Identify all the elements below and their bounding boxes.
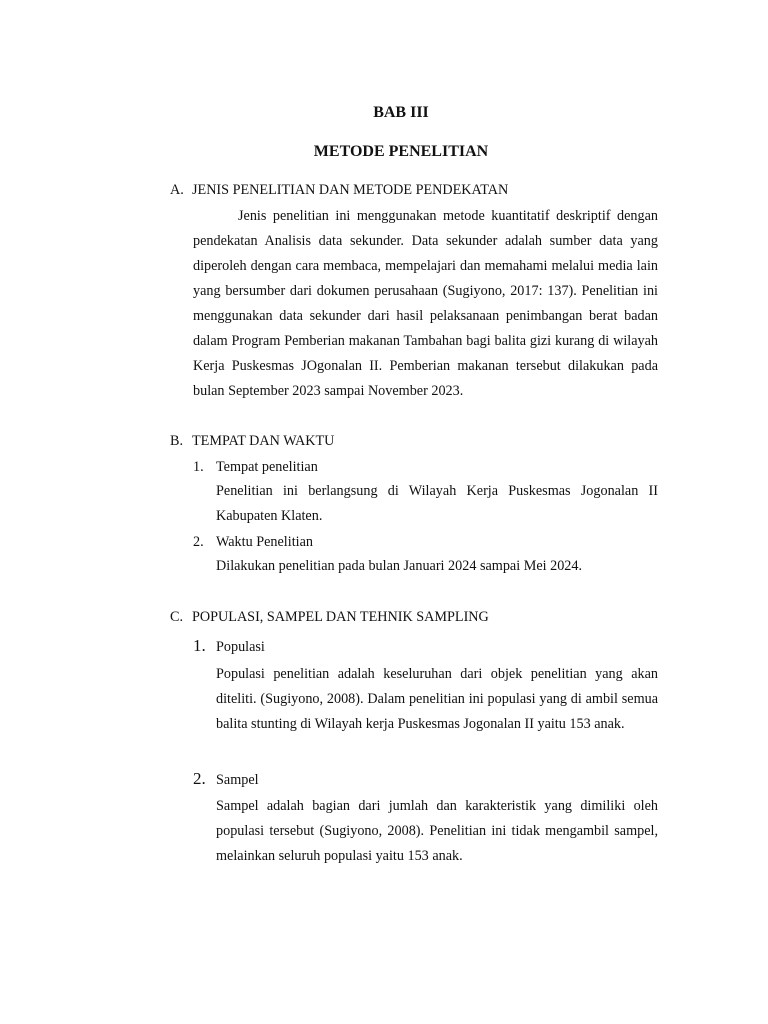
list-item-label: Waktu Penelitian bbox=[216, 534, 313, 550]
list-item-label: Tempat penelitian bbox=[216, 459, 318, 475]
section-b-heading bbox=[170, 433, 660, 450]
list-number: 1. bbox=[193, 459, 204, 475]
list-number: 2. bbox=[193, 534, 204, 550]
list-item-sampel bbox=[193, 769, 658, 789]
list-number: 2. bbox=[193, 769, 206, 788]
section-marker: A. bbox=[170, 182, 184, 198]
chapter-heading: BAB III bbox=[373, 104, 429, 121]
section-heading-text: POPULASI, SAMPEL DAN TEHNIK SAMPLING bbox=[192, 609, 489, 625]
section-marker: C. bbox=[170, 609, 184, 625]
section-a-heading bbox=[170, 182, 660, 199]
section-a-paragraph: Jenis penelitian ini menggunakan metode kuantitatif deskriptif dengan pendekatan Analisis data sekunder. Data sekunder adalah sumber data yang diperoleh dengan cara membaca, mempelajari dan memahami melalui media lain yang bersumber dari dokumen perusahaan (Sugiyono, 2017: 137). Penelitian ini menggunakan data sekunder dari hasil pelaksanaan penimbangan berat badan dalam Program Pemberian makanan Tambahan bagi balita gizi kurang di wilayah Kerja Puskesmas JOgonalan II. Pemberian makanan tersebut dilakukan pada bulan September 2023 sampai November 2023. bbox=[193, 208, 658, 399]
list-item-text: Sampel adalah bagian dari jumlah dan karakteristik yang dimiliki oleh populasi tersebut (Sugiyono, 2008). Penelitian ini tidak mengambil sampel, melainkan seluruh populasi yaitu 153 anak. bbox=[216, 798, 658, 864]
list-item-label: Populasi bbox=[216, 639, 265, 655]
section-heading-text: JENIS PENELITIAN DAN METODE PENDEKATAN bbox=[192, 182, 509, 198]
list-item-waktu bbox=[193, 534, 658, 551]
section-c-heading bbox=[170, 609, 660, 626]
list-item-populasi bbox=[193, 636, 658, 656]
list-item-tempat bbox=[193, 459, 658, 476]
section-marker: B. bbox=[170, 433, 184, 449]
list-number: 1. bbox=[193, 636, 206, 655]
list-item-text: Dilakukan penelitian pada bulan Januari 2024 sampai Mei 2024. bbox=[216, 558, 583, 574]
section-heading-text: TEMPAT DAN WAKTU bbox=[192, 433, 335, 449]
list-item-label: Sampel bbox=[216, 772, 259, 788]
list-item-text: Populasi penelitian adalah keseluruhan dari objek penelitian yang akan diteliti. (Sugiyono, 2008). Dalam penelitian ini populasi yang di ambil semua balita stunting di Wilayah kerja Puskesmas Jogonalan II yaitu 153 anak. bbox=[216, 666, 658, 732]
list-item-text: Penelitian ini berlangsung di Wilayah Kerja Puskesmas Jogonalan II Kabupaten Klaten. bbox=[216, 483, 658, 524]
chapter-title: METODE PENELITIAN bbox=[313, 143, 489, 160]
